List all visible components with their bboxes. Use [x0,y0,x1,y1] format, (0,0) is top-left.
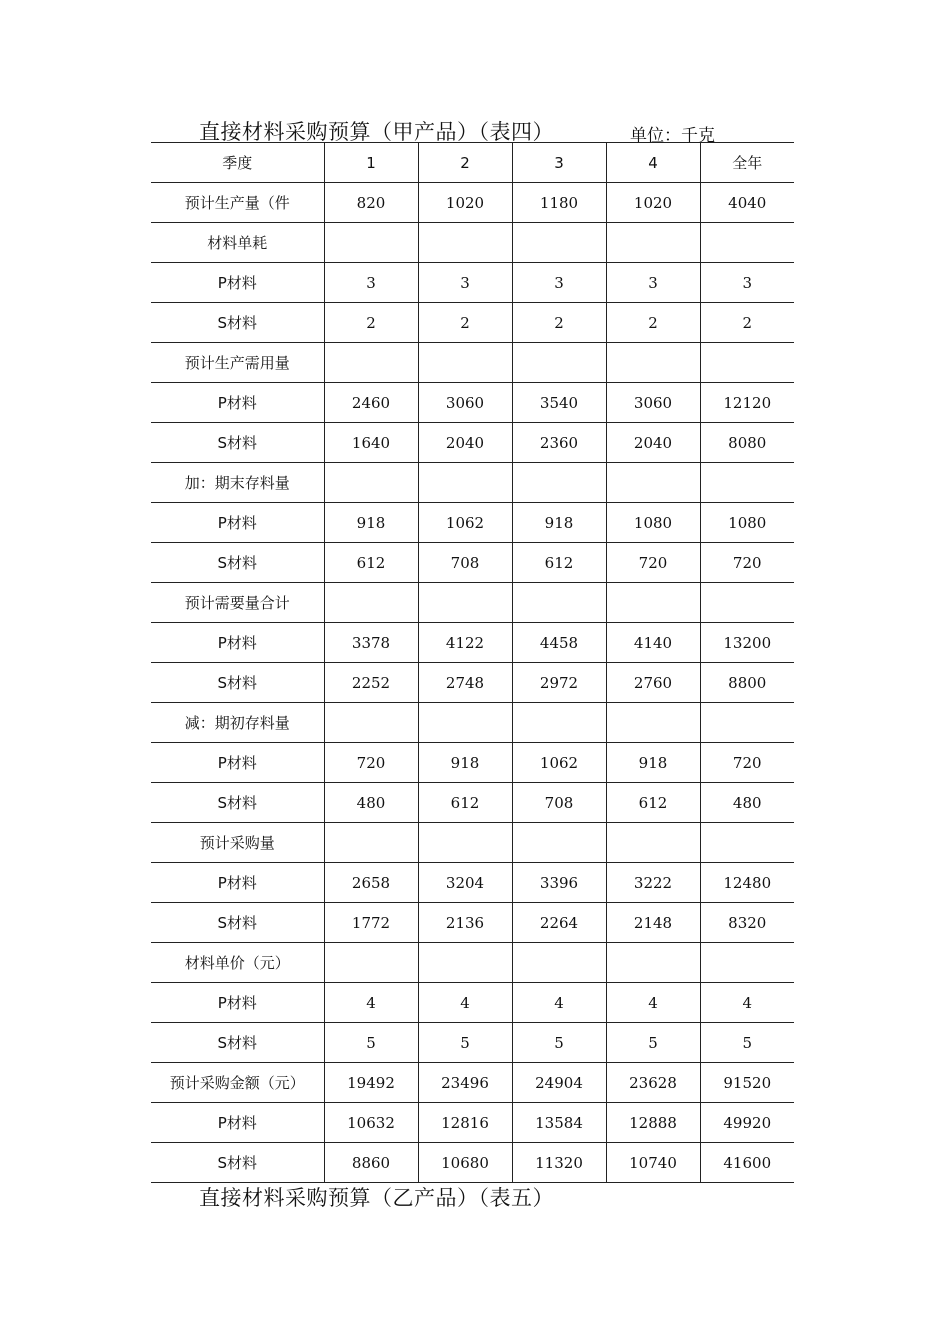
value-cell: 3 [512,263,606,303]
value-cell [512,703,606,743]
table-row [151,1023,794,1063]
value-cell: 918 [324,503,418,543]
header-quarter-cell: 4 [606,143,700,183]
value-cell: 2972 [512,663,606,703]
row-label-cell: P材料 [151,743,324,783]
value-cell [512,943,606,983]
value-cell: 720 [700,743,794,783]
row-label-cell: S材料 [151,423,324,463]
value-cell: 24904 [512,1063,606,1103]
value-cell: 5 [700,1023,794,1063]
value-cell: 1062 [418,503,512,543]
row-label-cell: 预计需要量合计 [151,583,324,623]
value-cell [606,823,700,863]
table-row [151,743,794,783]
value-cell: 49920 [700,1103,794,1143]
value-cell [606,223,700,263]
value-cell: 3 [606,263,700,303]
value-cell: 1080 [606,503,700,543]
value-cell: 12120 [700,383,794,423]
value-cell: 720 [606,543,700,583]
value-cell: 5 [606,1023,700,1063]
value-cell: 2136 [418,903,512,943]
table-header-row [151,143,794,183]
value-cell: 2 [700,303,794,343]
header-label-cell: 季度 [151,143,324,183]
unit-label: 单位：千克 [630,126,715,146]
value-cell: 480 [324,783,418,823]
table-row [151,663,794,703]
value-cell [418,343,512,383]
value-cell: 12816 [418,1103,512,1143]
table-row [151,263,794,303]
value-cell: 2658 [324,863,418,903]
value-cell: 5 [324,1023,418,1063]
header-quarter-cell: 3 [512,143,606,183]
value-cell [324,823,418,863]
table-row [151,703,794,743]
table-row [151,383,794,423]
value-cell: 13200 [700,623,794,663]
value-cell [324,343,418,383]
row-label-cell: 预计生产量（件 [151,183,324,223]
table-row [151,303,794,343]
value-cell [324,943,418,983]
value-cell [512,583,606,623]
value-cell [324,223,418,263]
value-cell: 5 [418,1023,512,1063]
value-cell: 2148 [606,903,700,943]
value-cell: 720 [700,543,794,583]
value-cell: 2760 [606,663,700,703]
value-cell [418,223,512,263]
row-label-cell: S材料 [151,303,324,343]
table-row [151,1103,794,1143]
value-cell [418,943,512,983]
value-cell: 918 [512,503,606,543]
value-cell: 4 [512,983,606,1023]
table-body [151,143,794,1183]
row-label-cell: 预计采购量 [151,823,324,863]
value-cell: 2 [512,303,606,343]
table-row [151,423,794,463]
value-cell: 12480 [700,863,794,903]
row-label-cell: 加：期末存料量 [151,463,324,503]
row-label-cell: S材料 [151,783,324,823]
row-label-cell: P材料 [151,503,324,543]
value-cell: 612 [512,543,606,583]
value-cell: 3 [324,263,418,303]
value-cell [606,463,700,503]
table-row [151,783,794,823]
row-label-cell: P材料 [151,863,324,903]
row-label-cell: 预计采购金额（元） [151,1063,324,1103]
table-row [151,903,794,943]
table-row [151,623,794,663]
value-cell: 19492 [324,1063,418,1103]
value-cell [700,223,794,263]
value-cell [606,943,700,983]
value-cell: 2460 [324,383,418,423]
value-cell: 4122 [418,623,512,663]
value-cell [512,223,606,263]
value-cell: 708 [512,783,606,823]
row-label-cell: P材料 [151,383,324,423]
value-cell: 820 [324,183,418,223]
value-cell: 2 [606,303,700,343]
table-row [151,463,794,503]
value-cell: 3060 [606,383,700,423]
value-cell: 720 [324,743,418,783]
value-cell: 3060 [418,383,512,423]
table-row [151,863,794,903]
row-label-cell: S材料 [151,543,324,583]
row-label-cell: P材料 [151,263,324,303]
value-cell: 1080 [700,503,794,543]
value-cell: 2748 [418,663,512,703]
table-row [151,503,794,543]
value-cell: 12888 [606,1103,700,1143]
value-cell [418,583,512,623]
value-cell: 1640 [324,423,418,463]
row-label-cell: 材料单价（元） [151,943,324,983]
value-cell: 3396 [512,863,606,903]
row-label-cell: 预计生产需用量 [151,343,324,383]
table-title: 直接材料采购预算（甲产品）（表四） [199,120,554,144]
row-label-cell: S材料 [151,663,324,703]
value-cell [324,703,418,743]
value-cell: 8320 [700,903,794,943]
value-cell: 2360 [512,423,606,463]
value-cell: 918 [418,743,512,783]
value-cell: 4458 [512,623,606,663]
value-cell [324,583,418,623]
row-label-cell: 材料单耗 [151,223,324,263]
value-cell: 4 [324,983,418,1023]
value-cell: 3222 [606,863,700,903]
value-cell [606,583,700,623]
table-row [151,583,794,623]
value-cell: 10680 [418,1143,512,1183]
value-cell [418,463,512,503]
value-cell: 1020 [418,183,512,223]
next-table-title: 直接材料采购预算（乙产品）（表五） [199,1186,554,1210]
header-quarter-cell: 2 [418,143,512,183]
value-cell: 4 [418,983,512,1023]
row-label-cell: P材料 [151,1103,324,1143]
value-cell [418,823,512,863]
value-cell: 3 [700,263,794,303]
table-row [151,223,794,263]
value-cell: 1180 [512,183,606,223]
value-cell [700,583,794,623]
value-cell: 4 [606,983,700,1023]
value-cell: 918 [606,743,700,783]
table-row [151,543,794,583]
header-quarter-cell: 全年 [700,143,794,183]
value-cell: 4040 [700,183,794,223]
value-cell: 2252 [324,663,418,703]
table-row [151,183,794,223]
value-cell [700,343,794,383]
value-cell: 612 [606,783,700,823]
value-cell: 13584 [512,1103,606,1143]
value-cell: 41600 [700,1143,794,1183]
value-cell: 2040 [418,423,512,463]
value-cell: 2 [324,303,418,343]
value-cell [512,463,606,503]
value-cell: 1020 [606,183,700,223]
value-cell: 1062 [512,743,606,783]
value-cell [418,703,512,743]
header-quarter-cell: 1 [324,143,418,183]
value-cell: 2040 [606,423,700,463]
value-cell: 3 [418,263,512,303]
table-row [151,1063,794,1103]
value-cell: 612 [418,783,512,823]
row-label-cell: P材料 [151,623,324,663]
material-purchase-budget-table [151,142,794,1183]
value-cell [606,703,700,743]
row-label-cell: S材料 [151,1143,324,1183]
value-cell [700,703,794,743]
value-cell [324,463,418,503]
value-cell: 8080 [700,423,794,463]
row-label-cell: S材料 [151,903,324,943]
table-row [151,983,794,1023]
value-cell: 2 [418,303,512,343]
value-cell: 3378 [324,623,418,663]
table-row [151,943,794,983]
value-cell: 708 [418,543,512,583]
value-cell: 3204 [418,863,512,903]
value-cell: 23628 [606,1063,700,1103]
value-cell [606,343,700,383]
value-cell: 11320 [512,1143,606,1183]
value-cell [700,943,794,983]
value-cell: 3540 [512,383,606,423]
value-cell: 23496 [418,1063,512,1103]
table-row [151,343,794,383]
value-cell [512,343,606,383]
value-cell: 4 [700,983,794,1023]
row-label-cell: S材料 [151,1023,324,1063]
value-cell: 91520 [700,1063,794,1103]
row-label-cell: 减：期初存料量 [151,703,324,743]
row-label-cell: P材料 [151,983,324,1023]
value-cell: 4140 [606,623,700,663]
value-cell [700,463,794,503]
value-cell [512,823,606,863]
value-cell: 480 [700,783,794,823]
value-cell: 5 [512,1023,606,1063]
value-cell: 10632 [324,1103,418,1143]
value-cell: 612 [324,543,418,583]
value-cell: 2264 [512,903,606,943]
value-cell: 8800 [700,663,794,703]
value-cell: 1772 [324,903,418,943]
table-row [151,823,794,863]
table-row [151,1143,794,1183]
value-cell [700,823,794,863]
value-cell: 8860 [324,1143,418,1183]
value-cell: 10740 [606,1143,700,1183]
